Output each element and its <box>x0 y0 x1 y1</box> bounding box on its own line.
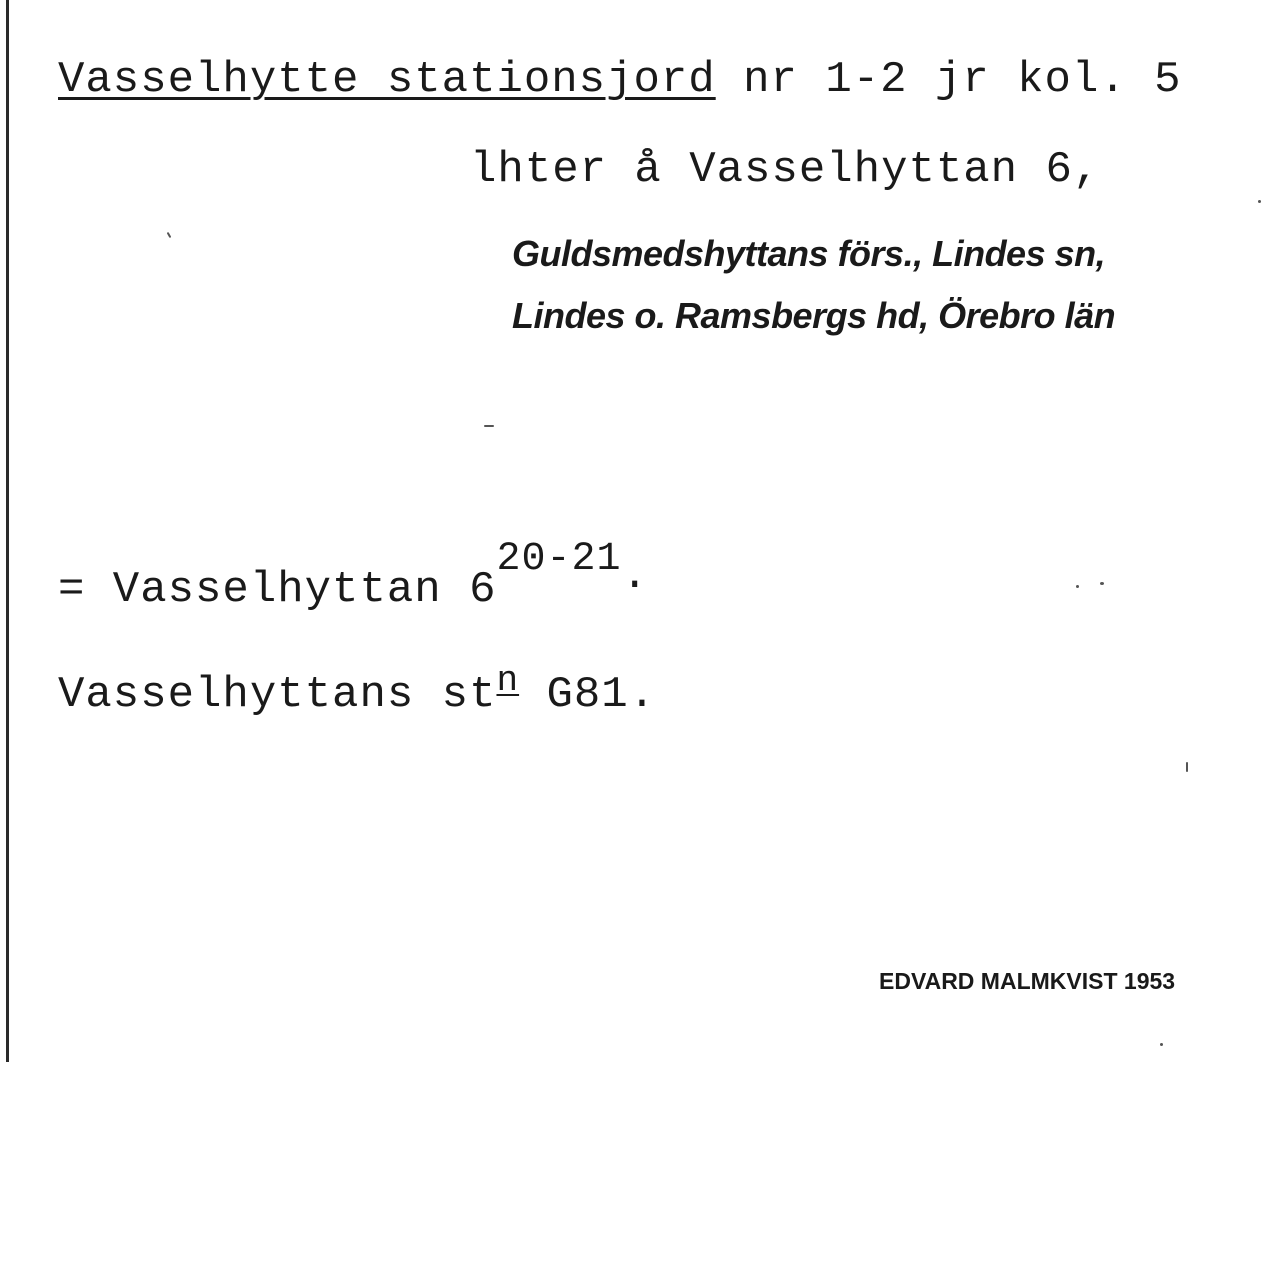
title-rest: nr 1-2 jr kol. 5 <box>743 55 1182 105</box>
ref2-superscript: n <box>496 660 520 701</box>
scan-speck <box>484 425 494 427</box>
printed-county-line: Lindes o. Ramsbergs hd, Örebro län <box>512 295 1116 336</box>
scan-speck <box>1160 1043 1163 1046</box>
title-line <box>58 55 1182 105</box>
reference-line-2 <box>58 660 657 720</box>
card-left-edge <box>6 0 9 1062</box>
reference-line-1 <box>58 537 649 615</box>
subtitle-line: lhter å Vasselhyttan 6, <box>470 145 1101 195</box>
scan-speck <box>1258 200 1261 203</box>
ref1-prefix: = Vasselhyttan 6 <box>58 565 497 615</box>
scan-speck <box>1076 585 1079 588</box>
headword: Vasselhytte stationsjord <box>58 55 716 105</box>
ref2-suffix: G81. <box>546 670 657 720</box>
scan-speck <box>1186 762 1188 772</box>
scan-speck <box>1100 582 1104 585</box>
printed-parish-line: Guldsmedshyttans förs., Lindes sn, <box>512 233 1106 274</box>
ref1-superscript: 20-21 <box>496 537 622 582</box>
printer-imprint: EDVARD MALMKVIST 1953 <box>879 968 1176 994</box>
ref2-prefix: Vasselhyttans st <box>58 670 497 720</box>
ref1-suffix: . <box>621 551 649 601</box>
scan-speck <box>167 232 172 238</box>
